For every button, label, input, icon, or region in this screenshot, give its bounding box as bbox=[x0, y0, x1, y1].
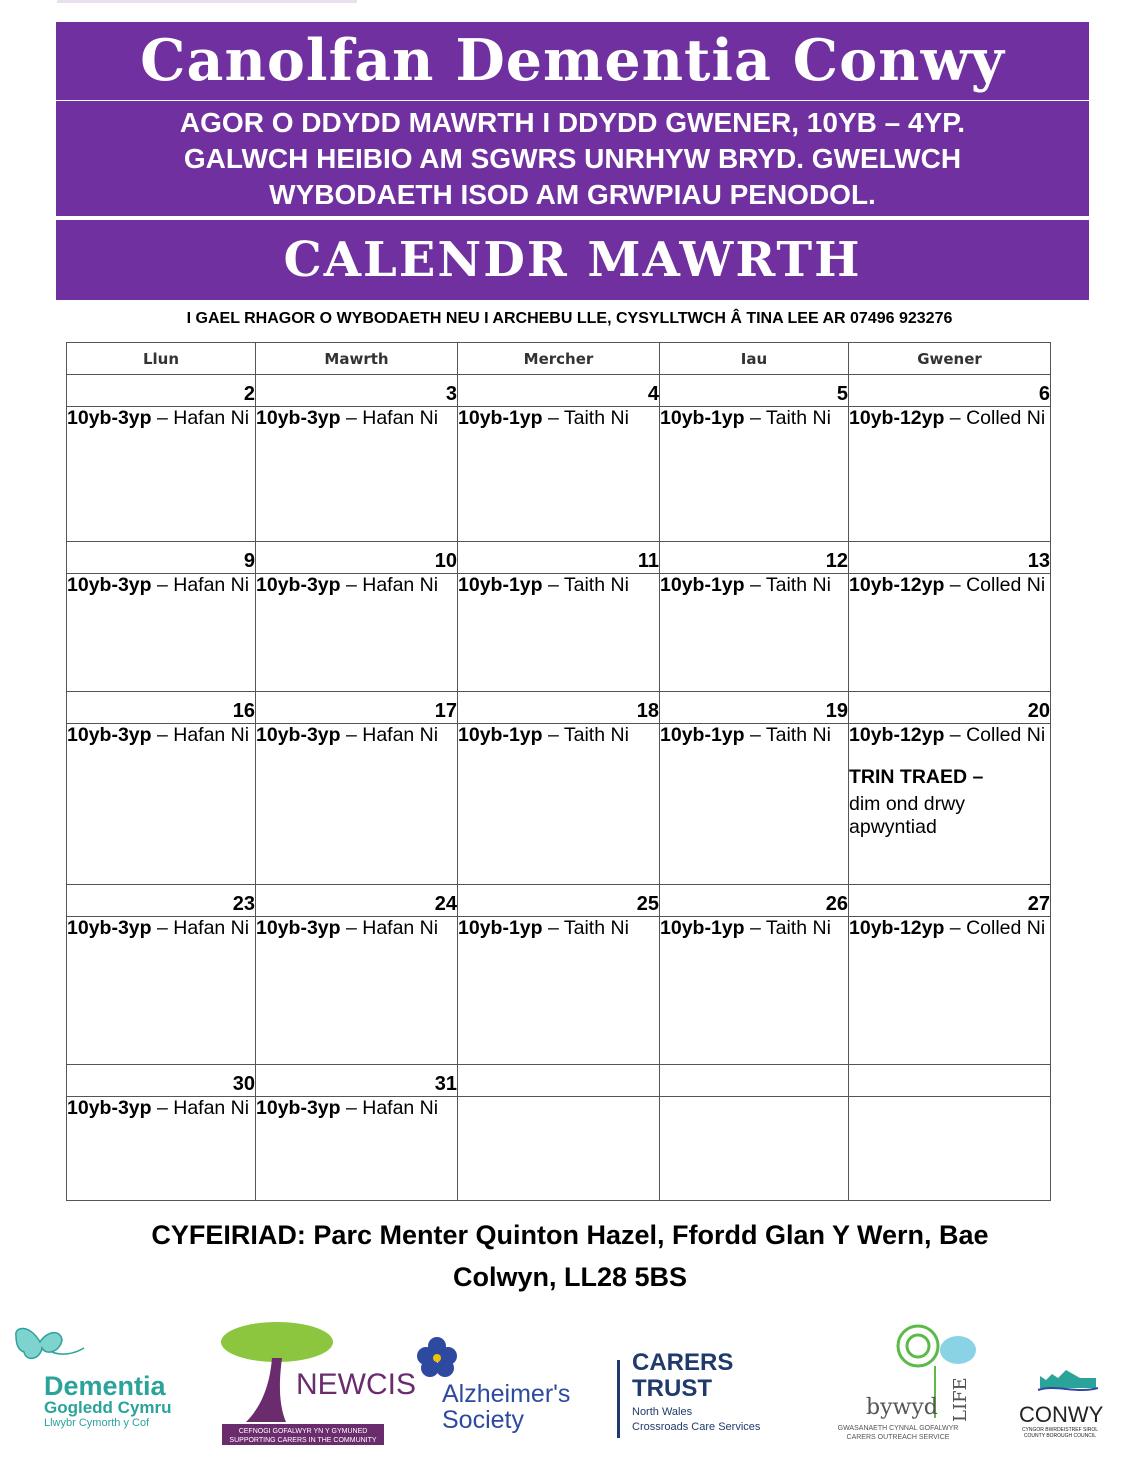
date-number: 9 bbox=[67, 542, 256, 574]
day-cell bbox=[256, 917, 458, 1065]
butterfly-icon bbox=[16, 1328, 62, 1358]
date-number: 24 bbox=[256, 885, 458, 917]
date-row bbox=[67, 375, 1051, 407]
carers-trust-logo bbox=[617, 1349, 761, 1438]
event-time: 10yb-12yp bbox=[849, 724, 945, 746]
forget-me-not-icon bbox=[417, 1337, 457, 1377]
event-time: 10yb-1yp bbox=[458, 724, 543, 746]
date-number: 2 bbox=[67, 375, 256, 407]
event-entry bbox=[849, 574, 1050, 597]
date-number: 13 bbox=[849, 542, 1051, 574]
day-cell bbox=[660, 724, 849, 885]
date-number: 26 bbox=[660, 885, 849, 917]
date-number: 25 bbox=[458, 885, 660, 917]
date-number: 23 bbox=[67, 885, 256, 917]
day-cell bbox=[849, 724, 1051, 885]
events-row bbox=[67, 407, 1051, 542]
weekday-header: Gwener bbox=[849, 343, 1051, 375]
event-time: 10yb-3yp bbox=[256, 1097, 341, 1119]
event-separator: – bbox=[151, 917, 174, 939]
event-separator: – bbox=[542, 574, 564, 596]
event-separator: – bbox=[744, 574, 766, 596]
event-entry bbox=[458, 574, 659, 597]
event-name: Hafan Ni bbox=[362, 724, 439, 746]
bywyd-logo-life: LIFE bbox=[950, 1377, 971, 1422]
date-number: 17 bbox=[256, 692, 458, 724]
event-entry bbox=[849, 407, 1050, 430]
calendar-table bbox=[66, 342, 1051, 1201]
calendar-banner bbox=[56, 220, 1089, 300]
event-entry bbox=[660, 917, 848, 940]
contact-info: I GAEL RHAGOR O WYBODAETH NEU I ARCHEBU LLE, CYSYLLTWCH Â TINA LEE AR 07496 923276 bbox=[186, 310, 953, 327]
date-number: 5 bbox=[660, 375, 849, 407]
event-name: Taith Ni bbox=[765, 724, 831, 746]
date-number: 30 bbox=[67, 1065, 256, 1097]
alzheimers-logo-line2: Society bbox=[442, 1406, 524, 1434]
hours-banner bbox=[56, 101, 1089, 216]
event-separator: – bbox=[944, 724, 967, 746]
day-cell bbox=[660, 1097, 849, 1201]
date-number: 10 bbox=[256, 542, 458, 574]
date-number: 20 bbox=[849, 692, 1051, 724]
castle-icon bbox=[1040, 1370, 1096, 1388]
event-name: Hafan Ni bbox=[173, 917, 250, 939]
tree-icon bbox=[221, 1322, 333, 1362]
event-separator: – bbox=[744, 917, 766, 939]
event-name: Hafan Ni bbox=[362, 917, 439, 939]
event-name: Colled Ni bbox=[966, 574, 1046, 596]
event-separator: – bbox=[542, 407, 564, 429]
event-separator: – bbox=[542, 724, 564, 746]
day-cell bbox=[67, 917, 256, 1065]
event-time: 10yb-1yp bbox=[458, 574, 543, 596]
event-time: 10yb-1yp bbox=[458, 407, 543, 429]
events-row bbox=[67, 574, 1051, 692]
event-entry bbox=[660, 724, 848, 747]
date-number: 31 bbox=[256, 1065, 458, 1097]
logos-svg bbox=[0, 1318, 1139, 1448]
event-name: Taith Ni bbox=[765, 407, 831, 429]
event-name: Hafan Ni bbox=[362, 1097, 439, 1119]
day-cell bbox=[458, 1097, 660, 1201]
event-time: 10yb-3yp bbox=[67, 724, 152, 746]
address-line: Colwyn, LL28 5BS bbox=[452, 1262, 688, 1292]
carers-logo-line3: North Wales bbox=[632, 1406, 693, 1418]
address-line: CYFEIRIAD: Parc Menter Quinton Hazel, Ffordd Glan Y Wern, Bae bbox=[151, 1220, 989, 1250]
event-time: 10yb-12yp bbox=[849, 407, 945, 429]
event-entry bbox=[67, 917, 255, 940]
date-number: 3 bbox=[256, 375, 458, 407]
weekday-header: Iau bbox=[660, 343, 849, 375]
event-separator: – bbox=[944, 407, 967, 429]
event-separator: – bbox=[340, 407, 363, 429]
event-entry bbox=[660, 407, 848, 430]
event-note bbox=[849, 766, 1050, 839]
date-number: 11 bbox=[458, 542, 660, 574]
day-cell bbox=[660, 917, 849, 1065]
event-time: 10yb-12yp bbox=[849, 917, 945, 939]
event-separator: – bbox=[151, 574, 174, 596]
event-note-text: dim ond drwy apwyntiad bbox=[849, 793, 965, 838]
newcis-logo-name: NEWCIS bbox=[296, 1368, 416, 1401]
day-cell bbox=[849, 407, 1051, 542]
event-name: Hafan Ni bbox=[362, 407, 439, 429]
event-separator: – bbox=[340, 574, 363, 596]
day-cell bbox=[660, 407, 849, 542]
date-number: 6 bbox=[849, 375, 1051, 407]
hours-line: AGOR O DDYDD MAWRTH I DDYDD GWENER, 10YB – 4YP. bbox=[179, 107, 966, 138]
dementia-logo-line1: Dementia bbox=[44, 1371, 166, 1401]
event-name: Hafan Ni bbox=[362, 574, 439, 596]
event-entry bbox=[849, 917, 1050, 940]
weekday-header: Llun bbox=[67, 343, 256, 375]
event-name: Colled Ni bbox=[966, 917, 1046, 939]
event-entry bbox=[458, 917, 659, 940]
event-name: Colled Ni bbox=[966, 407, 1046, 429]
date-number: 19 bbox=[660, 692, 849, 724]
event-separator: – bbox=[151, 724, 174, 746]
event-separator: – bbox=[744, 724, 766, 746]
event-name: Hafan Ni bbox=[173, 574, 250, 596]
event-separator: – bbox=[542, 917, 564, 939]
date-row bbox=[67, 692, 1051, 724]
conwy-logo-line1: CYNGOR BWRDEISTREF SIROL bbox=[1021, 1427, 1099, 1433]
top-rule bbox=[57, 0, 357, 3]
event-name: Taith Ni bbox=[563, 917, 629, 939]
address bbox=[60, 1214, 1080, 1298]
event-time: 10yb-3yp bbox=[67, 574, 152, 596]
dementia-logo-line3: Llwybr Cymorth y Cof bbox=[44, 1417, 150, 1429]
event-time: 10yb-12yp bbox=[849, 574, 945, 596]
bywyd-logo-name: bywyd bbox=[866, 1395, 938, 1420]
event-entry bbox=[256, 407, 457, 430]
weekday-header-row bbox=[67, 343, 1051, 375]
bywyd-logo-line1: GWASANAETH CYNNAL GOFALWYR bbox=[837, 1425, 959, 1432]
hours-line: WYBODAETH ISOD AM GRWPIAU PENODOL. bbox=[269, 179, 876, 210]
event-name: Taith Ni bbox=[563, 407, 629, 429]
event-separator: – bbox=[151, 1097, 174, 1119]
event-entry bbox=[67, 1097, 255, 1120]
event-name: Hafan Ni bbox=[173, 724, 250, 746]
date-row bbox=[67, 1065, 1051, 1097]
date-number bbox=[458, 1065, 660, 1097]
bywyd-logo-line2: CARERS OUTREACH SERVICE bbox=[846, 1434, 950, 1441]
event-time: 10yb-3yp bbox=[67, 1097, 152, 1119]
day-cell bbox=[849, 1097, 1051, 1201]
events-row bbox=[67, 917, 1051, 1065]
event-time: 10yb-3yp bbox=[256, 917, 341, 939]
event-time: 10yb-1yp bbox=[660, 724, 745, 746]
event-entry bbox=[67, 574, 255, 597]
event-entry bbox=[458, 407, 659, 430]
date-row bbox=[67, 542, 1051, 574]
event-time: 10yb-1yp bbox=[660, 574, 745, 596]
day-cell bbox=[67, 407, 256, 542]
day-cell bbox=[67, 724, 256, 885]
event-separator: – bbox=[340, 917, 363, 939]
day-cell bbox=[849, 917, 1051, 1065]
event-time: 10yb-1yp bbox=[660, 917, 745, 939]
leaf-icon bbox=[898, 1326, 938, 1366]
day-cell bbox=[458, 407, 660, 542]
event-separator: – bbox=[151, 407, 174, 429]
date-number: 18 bbox=[458, 692, 660, 724]
event-separator: – bbox=[340, 724, 363, 746]
event-time: 10yb-3yp bbox=[256, 724, 341, 746]
dementia-logo-line2: Gogledd Cymru bbox=[44, 1398, 172, 1417]
conwy-logo-name: CONWY bbox=[1019, 1402, 1104, 1427]
day-cell bbox=[256, 407, 458, 542]
date-number: 4 bbox=[458, 375, 660, 407]
date-row bbox=[67, 885, 1051, 917]
day-cell bbox=[256, 1097, 458, 1201]
calendar-body bbox=[67, 375, 1051, 1201]
event-name: Taith Ni bbox=[563, 574, 629, 596]
event-entry bbox=[67, 407, 255, 430]
event-separator: – bbox=[340, 1097, 363, 1119]
event-entry bbox=[67, 724, 255, 747]
event-time: 10yb-1yp bbox=[660, 407, 745, 429]
day-cell bbox=[458, 574, 660, 692]
bywyd-logo bbox=[838, 1326, 976, 1441]
event-name: Taith Ni bbox=[765, 574, 831, 596]
day-cell bbox=[256, 724, 458, 885]
partner-logos bbox=[0, 1318, 1139, 1448]
day-cell bbox=[67, 1097, 256, 1201]
hours-line: GALWCH HEIBIO AM SGWRS UNRHYW BRYD. GWELWCH bbox=[183, 143, 962, 174]
event-time: 10yb-1yp bbox=[458, 917, 543, 939]
title-banner bbox=[56, 22, 1089, 100]
event-time: 10yb-3yp bbox=[67, 917, 152, 939]
opening-hours bbox=[56, 101, 1089, 213]
conwy-logo bbox=[1019, 1370, 1104, 1439]
event-entry bbox=[256, 1097, 457, 1120]
date-number: 16 bbox=[67, 692, 256, 724]
date-number bbox=[660, 1065, 849, 1097]
events-row bbox=[67, 1097, 1051, 1201]
event-entry bbox=[256, 574, 457, 597]
day-cell bbox=[256, 574, 458, 692]
event-name: Hafan Ni bbox=[173, 1097, 250, 1119]
date-number: 12 bbox=[660, 542, 849, 574]
events-row bbox=[67, 724, 1051, 885]
page-title: Canolfan Dementia Conwy bbox=[140, 27, 1005, 94]
carers-logo-line4: Crossroads Care Services bbox=[632, 1421, 761, 1433]
date-number bbox=[849, 1065, 1051, 1097]
event-entry bbox=[458, 724, 659, 747]
event-name: Colled Ni bbox=[966, 724, 1046, 746]
event-separator: – bbox=[944, 917, 967, 939]
day-cell bbox=[458, 724, 660, 885]
weekday-header: Mercher bbox=[458, 343, 660, 375]
event-note-title: TRIN TRAED – bbox=[849, 766, 984, 788]
newcis-logo-line1: CEFNOGI GOFALWYR YN Y GYMUNED bbox=[238, 1428, 368, 1435]
alzheimers-logo-line1: Alzheimer's bbox=[442, 1380, 571, 1408]
event-time: 10yb-3yp bbox=[67, 407, 152, 429]
event-name: Hafan Ni bbox=[173, 407, 250, 429]
newcis-logo-line2: SUPPORTING CARERS IN THE COMMUNITY bbox=[229, 1437, 377, 1444]
event-entry bbox=[660, 574, 848, 597]
event-time: 10yb-3yp bbox=[256, 407, 341, 429]
calendar-title: CALENDR MAWRTH bbox=[283, 232, 862, 288]
day-cell bbox=[458, 917, 660, 1065]
event-separator: – bbox=[944, 574, 967, 596]
event-entry bbox=[849, 724, 1050, 747]
carers-logo-line1: CARERS bbox=[632, 1349, 734, 1376]
alzheimers-logo bbox=[417, 1337, 570, 1434]
day-cell bbox=[660, 574, 849, 692]
event-name: Taith Ni bbox=[563, 724, 629, 746]
conwy-logo-line2: COUNTY BOROUGH COUNCIL bbox=[1023, 1433, 1097, 1439]
event-name: Taith Ni bbox=[765, 917, 831, 939]
event-entry bbox=[256, 724, 457, 747]
dementia-logo bbox=[16, 1328, 172, 1429]
newcis-logo bbox=[221, 1322, 416, 1445]
day-cell bbox=[67, 574, 256, 692]
date-number: 27 bbox=[849, 885, 1051, 917]
carers-logo-line2: TRUST bbox=[632, 1375, 712, 1402]
day-cell bbox=[849, 574, 1051, 692]
event-entry bbox=[256, 917, 457, 940]
weekday-header: Mawrth bbox=[256, 343, 458, 375]
event-separator: – bbox=[744, 407, 766, 429]
event-time: 10yb-3yp bbox=[256, 574, 341, 596]
